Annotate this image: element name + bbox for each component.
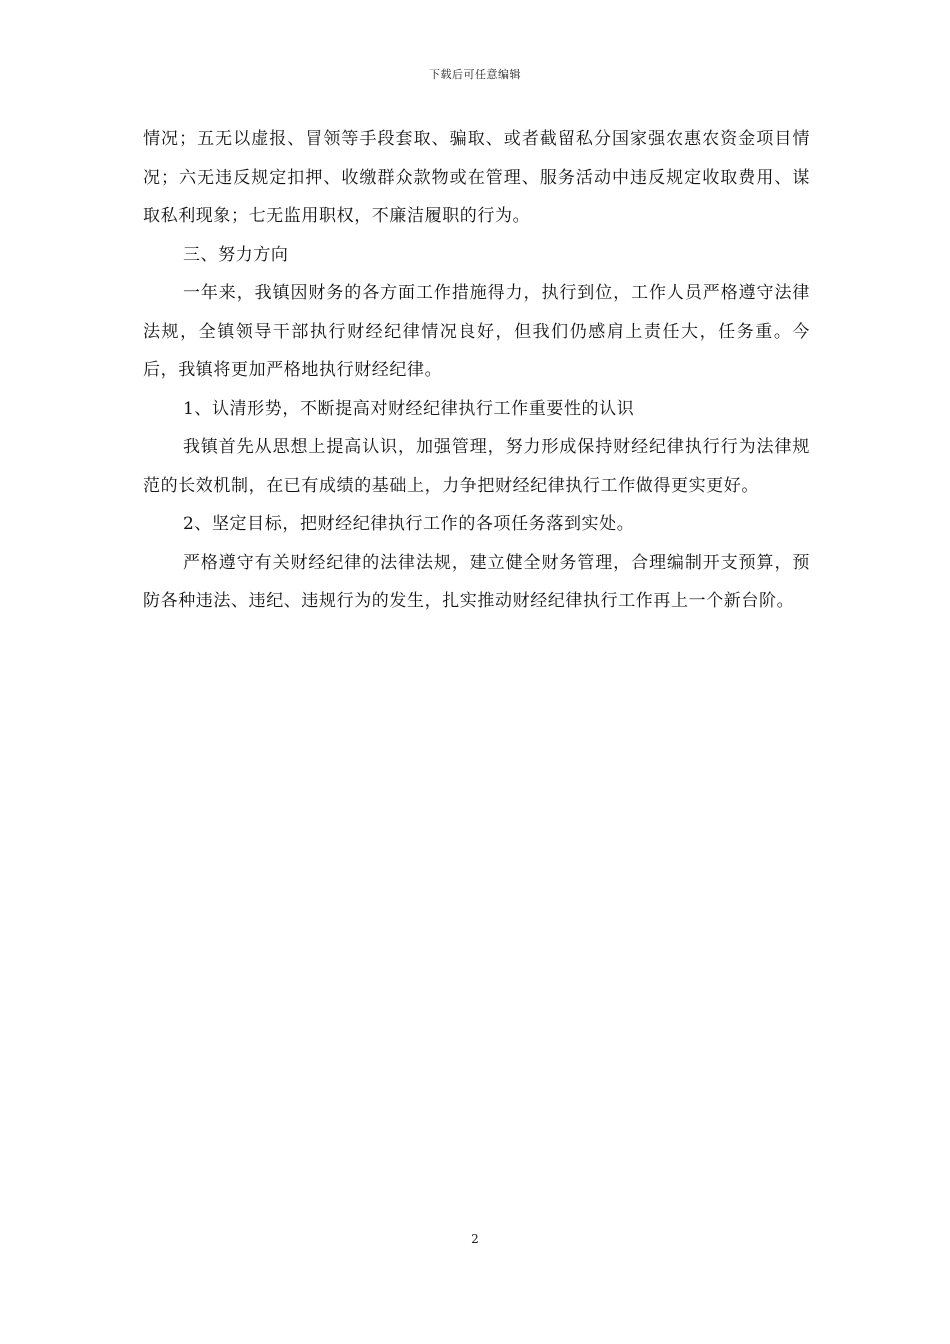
- section-heading-direction: 三、努力方向: [182, 244, 289, 265]
- subheading-recognize-situation: 1、认清形势，不断提高对财经纪律执行工作重要性的认识: [182, 398, 635, 419]
- subheading-firm-goals: 2、坚定目标，把财经纪律执行工作的各项任务落到实处。: [182, 514, 635, 534]
- paragraph-year-summary: 一年来，我镇因财务的各方面工作措施得力，执行到位，工作人员严格遵守法律法规，全镇领导干部执行财经纪律情况良好，但我们仍感肩上责任大，任务重。今后，我镇将更加严格地执行财经纪律。: [143, 283, 810, 380]
- page-number: 2: [471, 1232, 479, 1246]
- paragraph-raise-awareness: 我镇首先从思想上提高认识，加强管理，努力形成保持财经纪律执行行为法律规范的长效机制，在已有成绩的基础上，力争把财经纪律执行工作做得更实更好。: [143, 437, 810, 496]
- paragraph-violations-list: 情况；五无以虚报、冒领等手段套取、骗取、或者截留私分国家强农惠农资金项目情况；六无违反规定扣押、收缴群众款物或在管理、服务活动中违反规定收取费用、谋取私利现象；七无监用职权，不廉洁履职的行为。: [143, 129, 810, 226]
- paragraph-strict-compliance: 严格遵守有关财经纪律的法律法规，建立健全财务管理，合理编制开支预算，预防各种违法、违纪、违规行为的发生，扎实推动财经纪律执行工作再上一个新台阶。: [143, 552, 810, 611]
- document-body: [143, 120, 810, 621]
- page-header: 下载后可任意编辑: [429, 68, 521, 81]
